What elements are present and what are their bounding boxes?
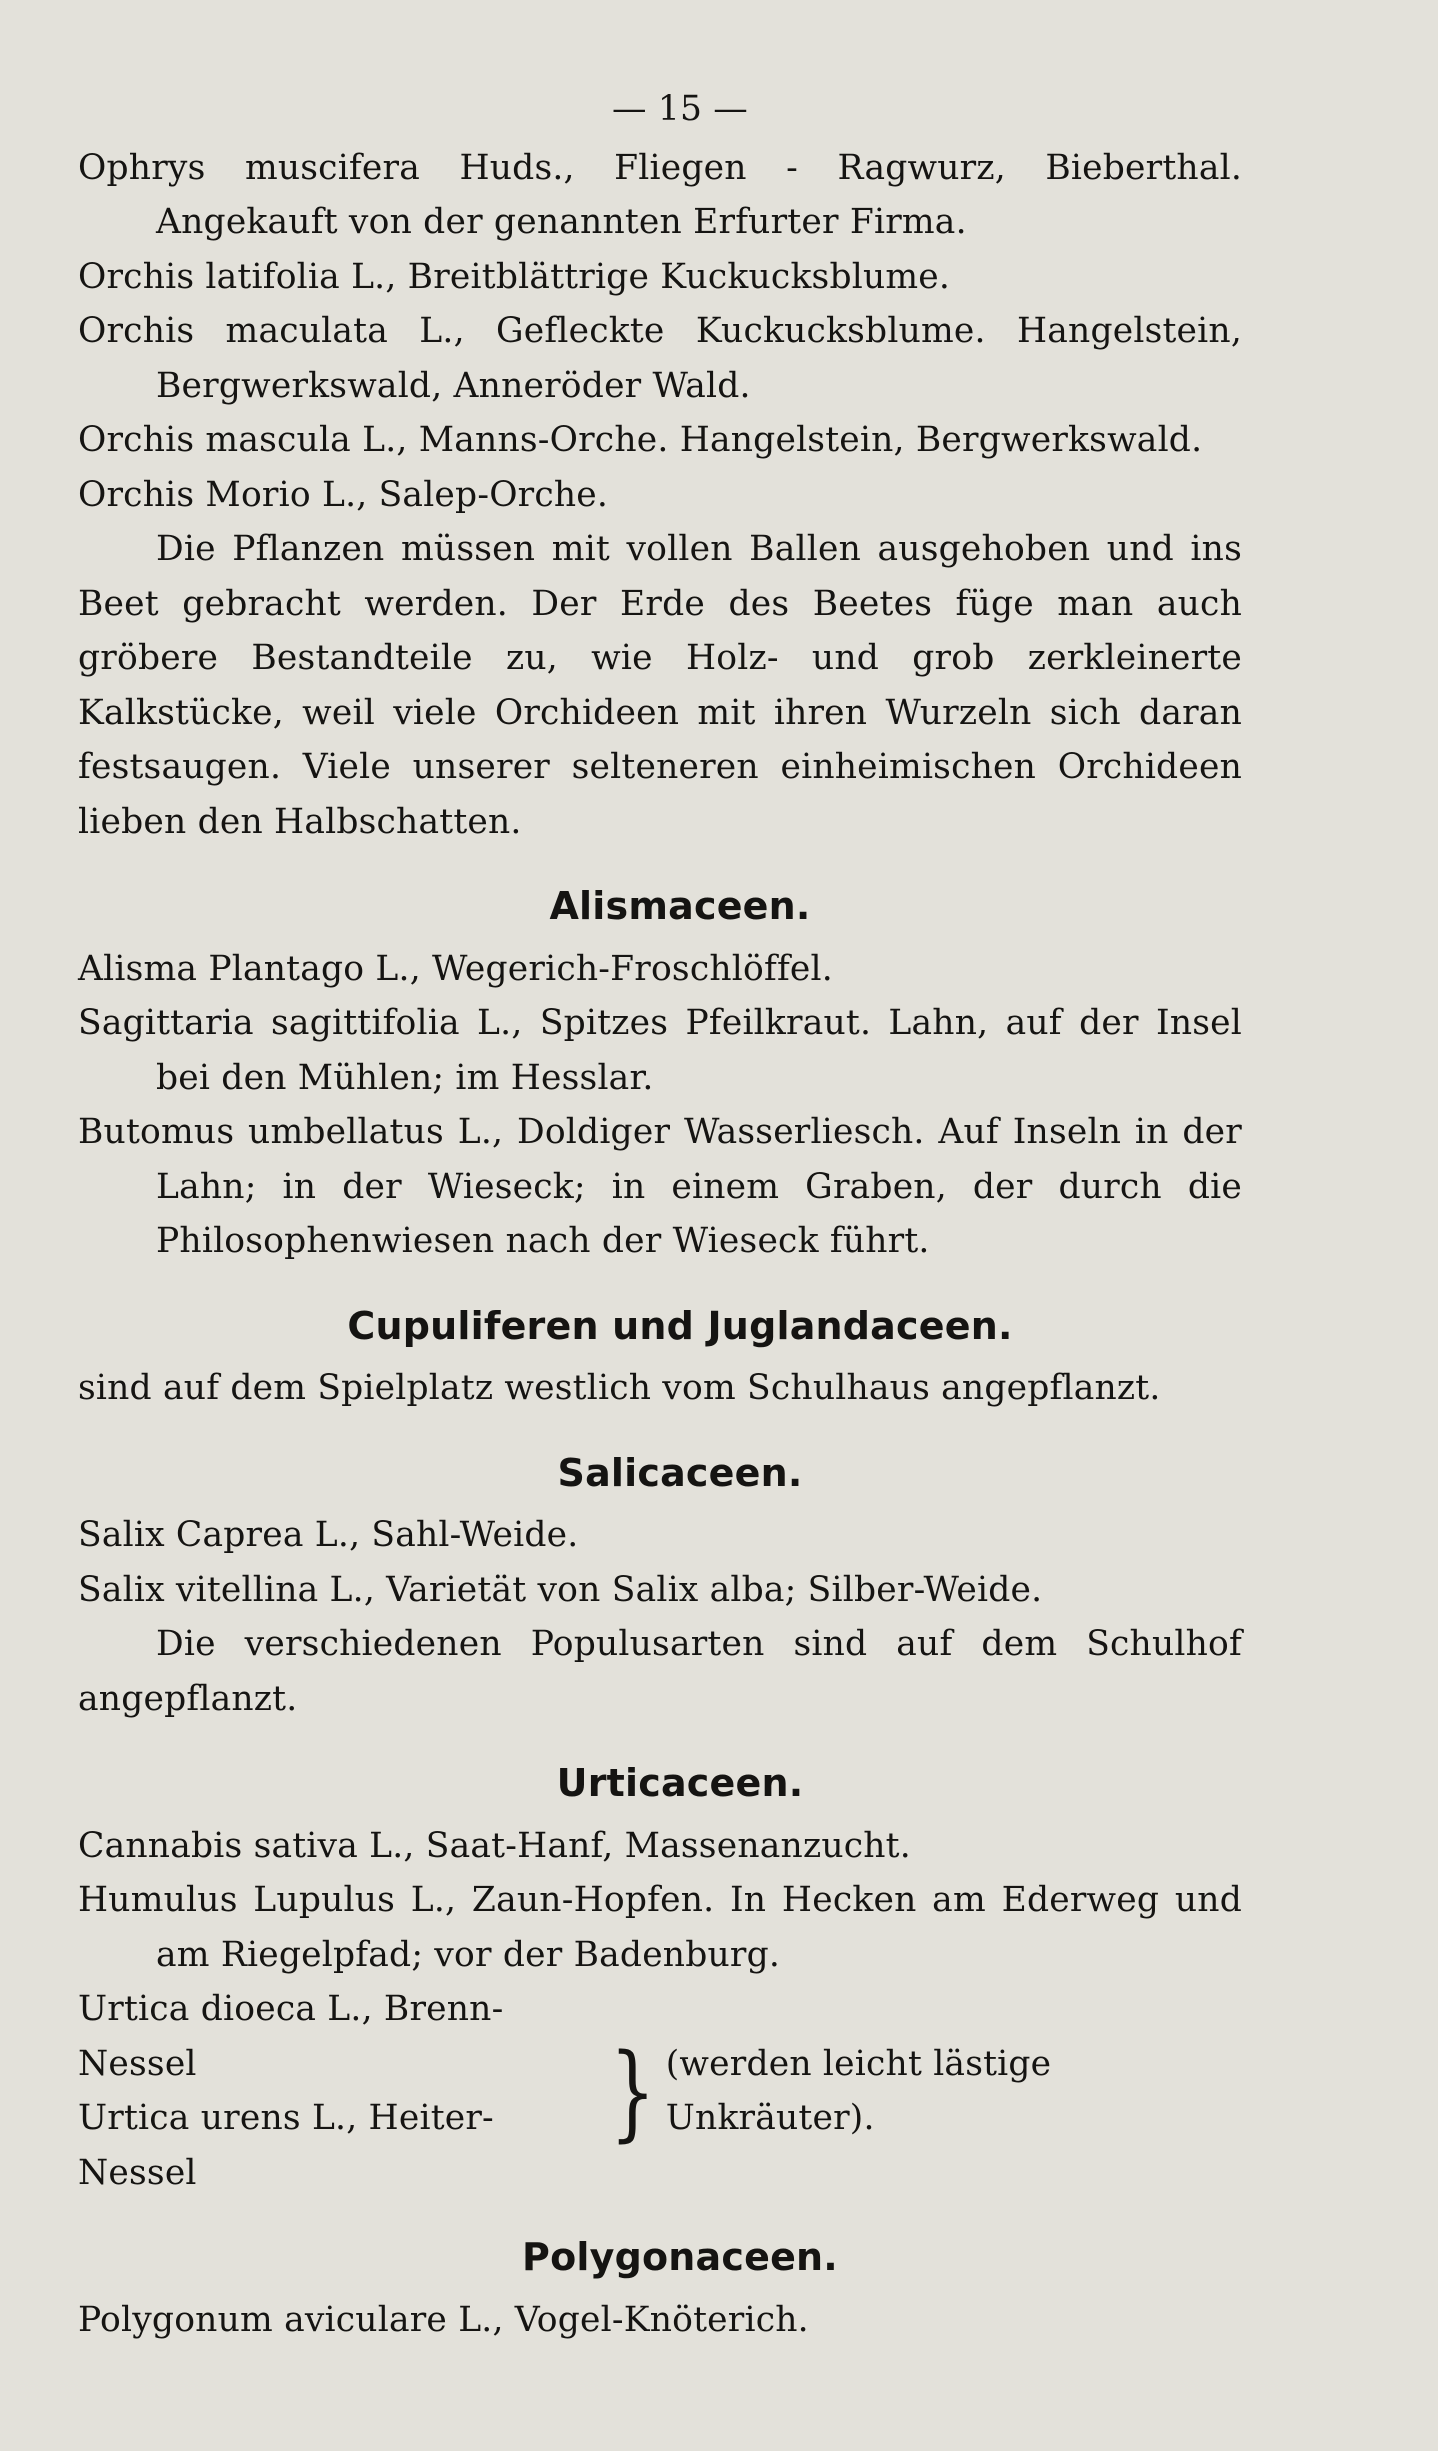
entry-salix-caprea: Salix Caprea L., Sahl-Weide. — [78, 1515, 579, 1555]
orchid-paragraph: Die Pflanzen müssen mit vollen Ballen ausgehoben und ins Beet gebracht werden. Der Erde des Beetes füge man auch gröbere Bestandteile zu, wie Holz- und grob zerkleinerte Kalkstücke, weil viele Orchideen mit ihren Wurzeln sich daran festsaugen. Viele unserer selteneren einheimischen Orchideen lieben den Halbschatten. — [78, 529, 1242, 842]
salicaceen-paragraph: Die verschiedenen Populusarten sind auf dem Schulhof angepflanzt. — [78, 1624, 1242, 1719]
heading-polygonaceen: Polygonaceen. — [522, 2235, 838, 2279]
heading-alismaceen: Alismaceen. — [549, 884, 811, 928]
heading-cupuliferen: Cupuliferen und Juglandaceen. — [347, 1303, 1013, 1348]
entry-orchis-latifolia: Orchis latifolia L., Breitblättrige Kuckucksblume. — [78, 256, 951, 297]
entry-ophrys: Ophrys muscifera Huds., Fliegen - Ragwurz, Bieberthal. Angekauft von der genannten Erfurter Firma. — [78, 147, 1242, 242]
entry-orchis-maculata: Orchis maculata L., Gefleckte Kuckucksblume. Hangelstein, Bergwerkswald, Anneröder Wald. — [78, 311, 1242, 406]
entry-urtica-dioeca: Urtica dioeca L., Brenn-Nessel — [78, 1989, 504, 2084]
entry-butomus: Butomus umbellatus L., Doldiger Wasserliesch. Auf Inseln in der Lahn; in der Wieseck; in einem Graben, der durch die Philosophenwiesen nach der Wieseck führt. — [78, 1112, 1242, 1261]
cupuliferen-text: sind auf dem Spielplatz westlich vom Schulhaus angepflanzt. — [78, 1368, 1161, 1408]
entry-salix-vitellina: Salix vitellina L., Varietät von Salix alba; Silber-Weide. — [78, 1569, 1043, 1610]
entry-humulus: Humulus Lupulus L., Zaun-Hopfen. In Hecken am Ederweg und am Riegelpfad; vor der Badenburg. — [78, 1880, 1242, 1975]
urtica-pair — [78, 1982, 1242, 2200]
entry-sagittaria: Sagittaria sagittifolia L., Spitzes Pfeilkraut. Lahn, auf der Insel bei den Mühlen; im Hesslar. — [78, 1003, 1242, 1098]
brace: } — [609, 2030, 656, 2152]
entry-cannabis: Cannabis sativa L., Saat-Hanf, Massenanzucht. — [78, 1825, 911, 1866]
heading-salicaceen: Salicaceen. — [557, 1450, 803, 1495]
entry-urtica-urens: Urtica urens L., Heiter-Nessel — [78, 2098, 494, 2193]
entry-orchis-morio: Orchis Morio L., Salep-Orche. — [78, 474, 609, 515]
page-number: — 15 — — [611, 89, 749, 129]
entry-alisma: Alisma Plantago L., Wegerich-Froschlöffel. — [78, 948, 833, 989]
entry-polygonum: Polygonum aviculare L., Vogel-Knöterich. — [78, 2299, 809, 2340]
entry-orchis-mascula: Orchis mascula L., Manns-Orche. Hangelstein, Bergwerkswald. — [78, 420, 1203, 460]
heading-urticaceen: Urticaceen. — [556, 1761, 804, 1805]
urtica-note: (werden leicht lästige Unkräuter). — [665, 2043, 1052, 2138]
